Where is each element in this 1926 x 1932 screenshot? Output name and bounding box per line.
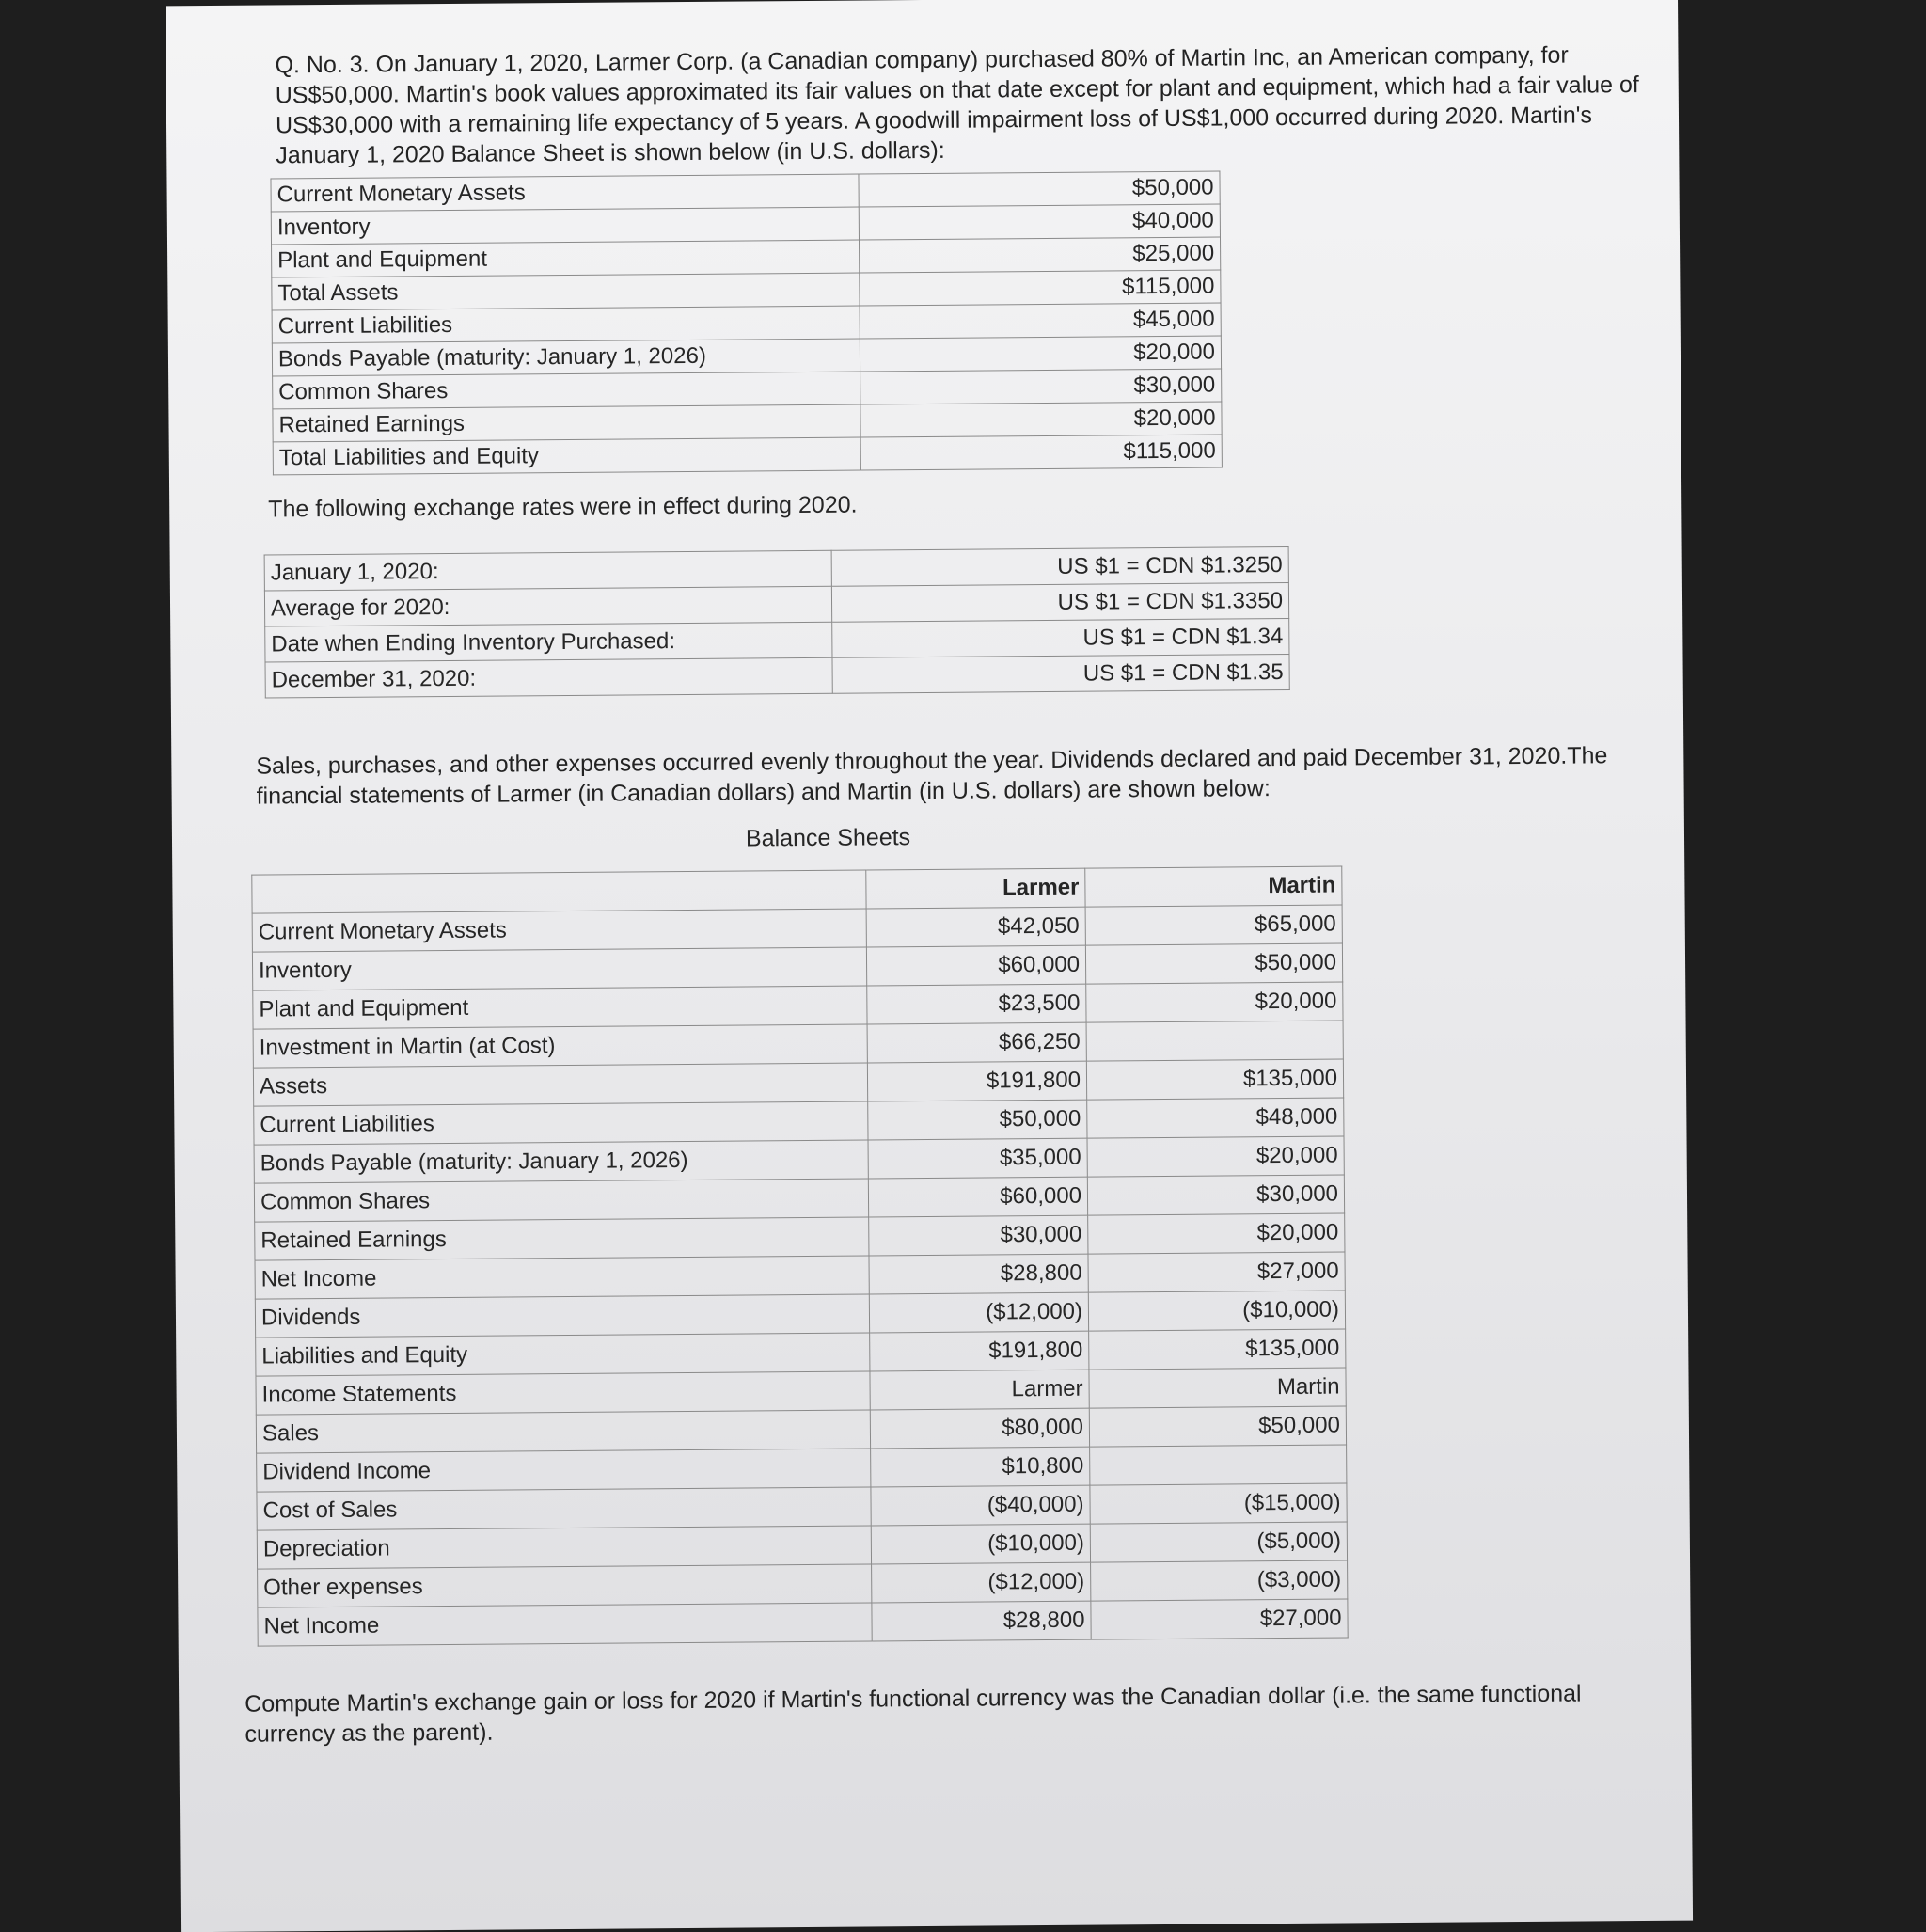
row-label: Total Assets xyxy=(272,273,860,310)
martin-value: $20,000 xyxy=(1087,1136,1344,1177)
row-value: $115,000 xyxy=(860,270,1221,306)
row-label: Sales xyxy=(256,1410,870,1453)
row-label: Depreciation xyxy=(257,1526,871,1569)
rate-value: US $1 = CDN $1.3250 xyxy=(831,546,1288,586)
row-value: $115,000 xyxy=(860,435,1222,470)
row-label: Current Monetary Assets xyxy=(271,174,859,212)
martin-value: $30,000 xyxy=(1087,1175,1344,1215)
row-label: Common Shares xyxy=(273,372,860,409)
row-value: $50,000 xyxy=(859,171,1220,207)
row-label: Other expenses xyxy=(258,1564,872,1607)
larmer-value: ($12,000) xyxy=(869,1292,1088,1333)
row-value: $20,000 xyxy=(860,402,1222,437)
rate-value: US $1 = CDN $1.34 xyxy=(832,618,1289,657)
income-header-larmer: Larmer xyxy=(870,1370,1089,1410)
row-label: Inventory xyxy=(271,207,859,245)
martin-value: $27,000 xyxy=(1091,1599,1348,1639)
header-label xyxy=(252,870,866,913)
table-row xyxy=(265,654,1289,698)
martin-value: $27,000 xyxy=(1088,1252,1345,1292)
income-header-martin: Martin xyxy=(1089,1368,1346,1408)
larmer-value: $23,500 xyxy=(867,984,1086,1024)
larmer-value: $66,250 xyxy=(867,1022,1086,1063)
row-value: $40,000 xyxy=(859,204,1220,240)
income-statements-label: Income Statements xyxy=(256,1371,870,1415)
table-row xyxy=(258,1599,1348,1646)
row-label: Investment in Martin (at Cost) xyxy=(253,1024,867,1068)
rate-label: December 31, 2020: xyxy=(265,657,832,698)
rate-value: US $1 = CDN $1.3350 xyxy=(831,582,1288,622)
row-label: Current Liabilities xyxy=(272,306,860,343)
martin-value xyxy=(1090,1445,1347,1485)
larmer-value: ($40,000) xyxy=(871,1485,1090,1526)
row-label: Common Shares xyxy=(254,1179,868,1222)
header-larmer: Larmer xyxy=(866,868,1085,909)
intro-paragraph: Sales, purchases, and other expenses occurred evenly throughout the year. Dividends declared and paid December 31, 2020.The financial statements of Larmer (in Canadian dollars) and Martin (in U.S. dollars) are shown below: xyxy=(256,742,1608,810)
row-label: Plant and Equipment xyxy=(272,240,860,277)
row-label: Liabilities and Equity xyxy=(256,1333,870,1376)
martin-value xyxy=(1086,1021,1343,1061)
row-label: Dividends xyxy=(255,1294,869,1338)
row-label: Net Income xyxy=(258,1603,872,1646)
exchange-rates-table xyxy=(264,546,1290,699)
row-label: Net Income xyxy=(255,1256,869,1299)
martin-value: $20,000 xyxy=(1086,982,1343,1022)
larmer-value: $191,800 xyxy=(870,1331,1089,1371)
martin-value: $50,000 xyxy=(1085,943,1342,984)
larmer-value: ($10,000) xyxy=(871,1524,1090,1564)
larmer-value: $28,800 xyxy=(872,1601,1091,1641)
question-paragraph: Q. No. 3. On January 1, 2020, Larmer Corp. (a Canadian company) purchased 80% of Martin Inc, an American company, for US$50,000. Martin's book values approximated its fair values on that date except for plant and equipment, which had a fair value of US$30,000 with a remaining life expectancy of 5 years. A goodwill impairment loss of US$1,000 occurred during 2020. Martin's January 1, 2020 Balance Sheet is shown below (in U.S. dollars): xyxy=(275,41,1639,169)
document-page xyxy=(166,0,1693,1932)
row-label: Dividend Income xyxy=(257,1449,871,1492)
martin-value: $135,000 xyxy=(1086,1059,1343,1100)
larmer-value: $191,800 xyxy=(867,1061,1086,1101)
row-value: $20,000 xyxy=(860,336,1221,372)
martin-value: ($5,000) xyxy=(1090,1522,1347,1562)
martin-value: ($3,000) xyxy=(1091,1560,1348,1601)
rates-caption: The following exchange rates were in effect during 2020. xyxy=(268,491,858,523)
larmer-value: $50,000 xyxy=(868,1100,1087,1140)
martin-value: $135,000 xyxy=(1089,1329,1346,1370)
final-question-paragraph: Compute Martin's exchange gain or loss for 2020 if Martin's functional currency was the Canadian dollar (i.e. the same functional currency as the parent). xyxy=(245,1680,1582,1748)
row-label: Bonds Payable (maturity: January 1, 2026) xyxy=(272,339,860,376)
larmer-value: $80,000 xyxy=(870,1408,1089,1449)
martin-value: $50,000 xyxy=(1089,1406,1346,1447)
table-row xyxy=(273,435,1222,475)
larmer-value: $42,050 xyxy=(866,907,1085,947)
row-label: Bonds Payable (maturity: January 1, 2026) xyxy=(254,1140,868,1183)
larmer-value: $28,800 xyxy=(869,1254,1088,1294)
rate-label: Date when Ending Inventory Purchased: xyxy=(265,622,832,662)
martin-value: ($10,000) xyxy=(1088,1291,1345,1331)
row-value: $25,000 xyxy=(860,237,1221,273)
rate-label: January 1, 2020: xyxy=(264,550,831,591)
larmer-value: $60,000 xyxy=(868,1177,1087,1217)
larmer-value: $60,000 xyxy=(866,945,1085,986)
row-label: Total Liabilities and Equity xyxy=(273,437,860,475)
larmer-value: $10,800 xyxy=(871,1447,1090,1487)
larmer-value: $30,000 xyxy=(869,1215,1088,1256)
row-label: Retained Earnings xyxy=(255,1217,869,1260)
larmer-value: ($12,000) xyxy=(872,1562,1091,1603)
row-label: Current Liabilities xyxy=(254,1101,868,1145)
rate-label: Average for 2020: xyxy=(264,586,831,626)
martin-value: $65,000 xyxy=(1085,905,1342,945)
row-label: Retained Earnings xyxy=(273,404,860,442)
row-label: Cost of Sales xyxy=(257,1487,871,1530)
row-value: $45,000 xyxy=(860,303,1221,339)
row-label: Assets xyxy=(253,1063,867,1106)
opening-balance-sheet-table xyxy=(270,171,1222,476)
financial-statements-table xyxy=(251,866,1348,1647)
rate-value: US $1 = CDN $1.35 xyxy=(832,654,1289,693)
header-martin: Martin xyxy=(1085,866,1342,907)
martin-value: $20,000 xyxy=(1088,1213,1345,1254)
row-label: Inventory xyxy=(252,947,866,990)
row-label: Current Monetary Assets xyxy=(252,909,866,952)
row-label: Plant and Equipment xyxy=(253,986,867,1029)
balance-sheets-caption: Balance Sheets xyxy=(745,824,911,852)
row-value: $30,000 xyxy=(860,369,1222,404)
martin-value: ($15,000) xyxy=(1090,1483,1347,1524)
larmer-value: $35,000 xyxy=(868,1138,1087,1179)
martin-value: $48,000 xyxy=(1087,1098,1344,1138)
